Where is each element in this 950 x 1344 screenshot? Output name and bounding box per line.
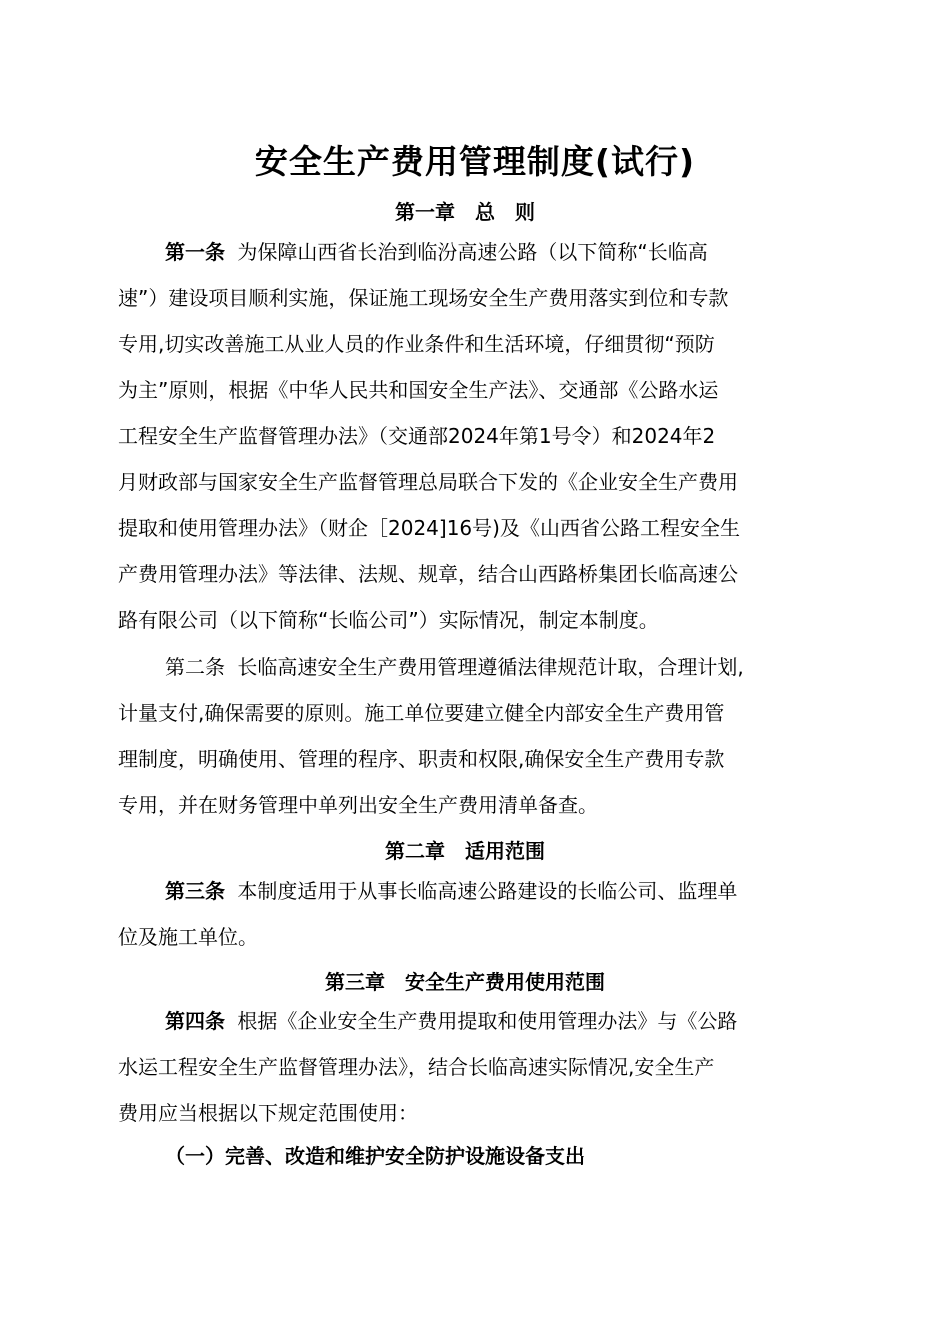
article-3-line-1: 本制度适用于从事长临高速公路建设的长临公司、监理单 bbox=[237, 879, 738, 903]
article-2-first-line bbox=[165, 653, 744, 681]
article-2-line-4: 专用，并在财务管理中单列出安全生产费用清单备查。 bbox=[118, 793, 598, 817]
article-1-first-line bbox=[165, 238, 708, 266]
article-1-label: 第一条 bbox=[165, 240, 225, 264]
article-3-label: 第三条 bbox=[165, 879, 225, 903]
article-2-line-2: 计量支付,确保需要的原则。施工单位要建立健全内部安全生产费用管 bbox=[118, 701, 725, 725]
chapter-1-heading: 第一章 总 则 bbox=[395, 200, 535, 224]
article-4-line-3: 费用应当根据以下规定范围使用： bbox=[118, 1101, 418, 1125]
article-4-line-2: 水运工程安全生产监督管理办法》，结合长临高速实际情况,安全生产 bbox=[118, 1055, 715, 1079]
article-1-line-4: 为主”原则，根据《中华人民共和国安全生产法》、交通部《公路水运 bbox=[118, 378, 719, 402]
chapter-2-heading: 第二章 适用范围 bbox=[385, 839, 545, 863]
section-item-1-heading: （一）完善、改造和维护安全防护设施设备支出 bbox=[165, 1144, 585, 1168]
article-4-first-line bbox=[165, 1007, 737, 1035]
article-4-line-1: 根据《企业安全生产费用提取和使用管理办法》与《公路 bbox=[237, 1009, 738, 1033]
article-3-first-line bbox=[165, 877, 737, 905]
article-1-line-5: 工程安全生产监督管理办法》（交通部2024年第1号令）和2024年2 bbox=[118, 424, 716, 448]
document-title: 安全生产费用管理制度(试行) bbox=[254, 142, 696, 181]
article-1-line-6: 月财政部与国家安全生产监督管理总局联合下发的《企业安全生产费用 bbox=[118, 470, 738, 494]
chapter-3-heading: 第三章 安全生产费用使用范围 bbox=[325, 970, 605, 994]
article-2-line-1: 长临高速安全生产费用管理遵循法律规范计取，合理计划, bbox=[237, 655, 744, 679]
article-4-label: 第四条 bbox=[165, 1009, 225, 1033]
article-1-line-7: 提取和使用管理办法》（财企［2024]16号)及《山西省公路工程安全生 bbox=[118, 516, 740, 540]
article-1-line-3: 专用,切实改善施工从业人员的作业条件和生活环境，仔细贯彻“预防 bbox=[118, 332, 715, 356]
article-3-line-2: 位及施工单位。 bbox=[118, 925, 258, 949]
article-2-label: 第二条 bbox=[165, 655, 225, 679]
article-1-line-8: 产费用管理办法》等法律、法规、规章，结合山西路桥集团长临高速公 bbox=[118, 562, 738, 586]
article-1-line-1: 为保障山西省长治到临汾高速公路（以下简称“长临高 bbox=[237, 240, 708, 264]
article-2-line-3: 理制度，明确使用、管理的程序、职责和权限,确保安全生产费用专款 bbox=[118, 747, 725, 771]
article-1-line-2: 速”）建设项目顺利实施，保证施工现场安全生产费用落实到位和专款 bbox=[118, 286, 729, 310]
article-1-line-9: 路有限公司（以下简称“长临公司”）实际情况，制定本制度。 bbox=[118, 608, 659, 632]
